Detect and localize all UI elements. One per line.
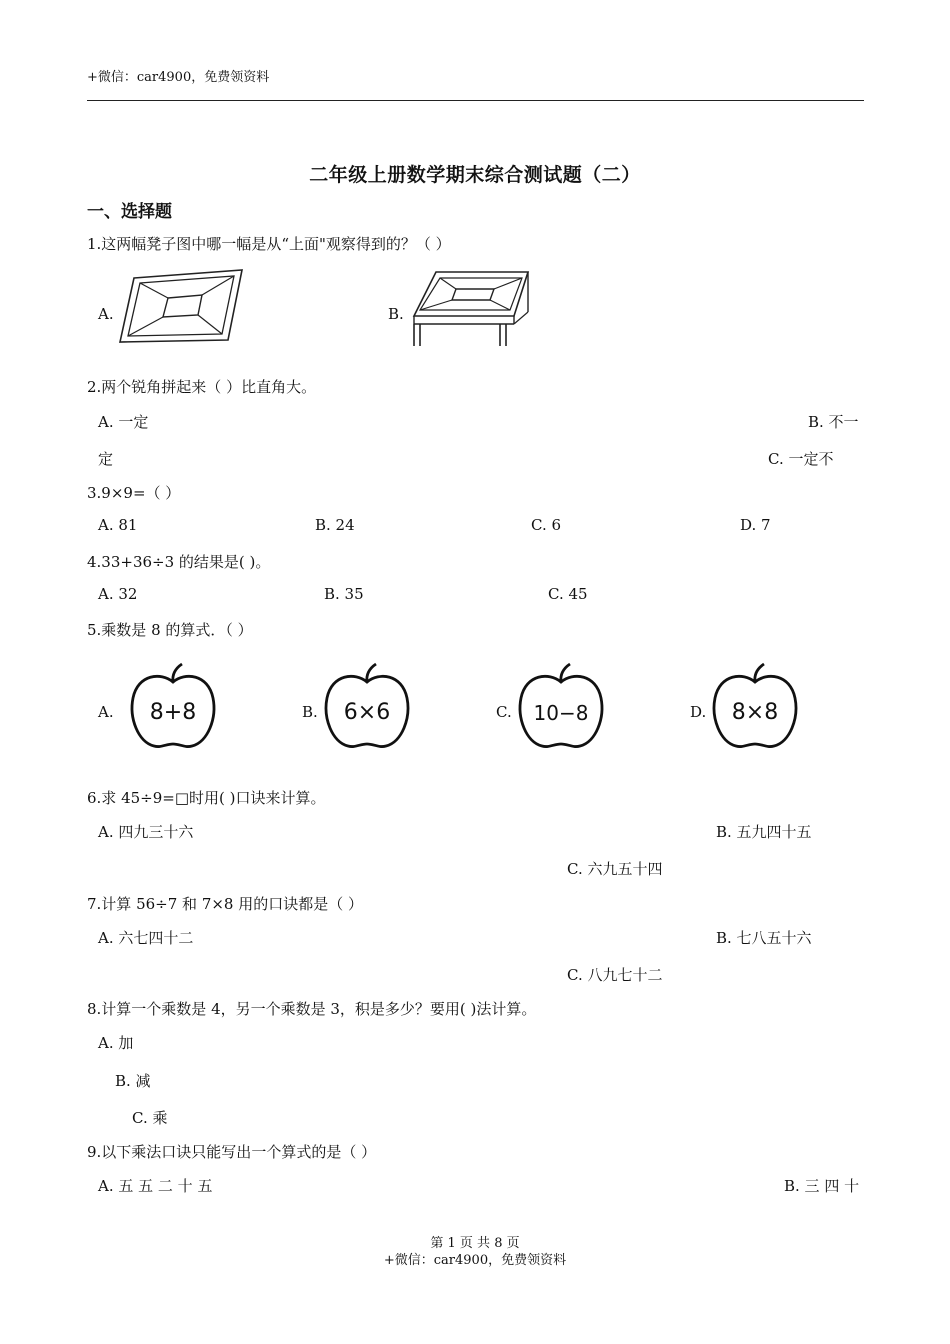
q2-option-a[interactable]: A. 一定 bbox=[98, 413, 149, 431]
question-9: 9.以下乘法口诀只能写出一个算式的是（ ） bbox=[87, 1143, 377, 1161]
q1-option-b[interactable]: B. bbox=[388, 305, 404, 323]
q7-option-a[interactable]: A. 六七四十二 bbox=[98, 929, 194, 947]
q9-option-b[interactable]: B. 三 四 十 bbox=[784, 1177, 860, 1195]
q4-option-b[interactable]: B. 35 bbox=[324, 585, 364, 603]
q5-option-a[interactable]: A. bbox=[98, 703, 114, 721]
question-6: 6.求 45÷9=□时用( )口诀来计算。 bbox=[87, 789, 326, 807]
q3-option-d[interactable]: D. 7 bbox=[740, 516, 771, 534]
page-footer: +微信：car4900，免费领资料 bbox=[383, 1253, 567, 1268]
page-header: +微信：car4900，免费领资料 bbox=[87, 70, 270, 85]
stool-perspective-image bbox=[408, 270, 530, 346]
q5-option-d[interactable]: D. bbox=[690, 703, 707, 721]
q7-option-b[interactable]: B. 七八五十六 bbox=[716, 929, 812, 947]
q5-apple-d bbox=[710, 660, 800, 750]
question-2: 2.两个锐角拼起来（ ）比直角大。 bbox=[87, 378, 317, 396]
q4-option-a[interactable]: A. 32 bbox=[98, 585, 138, 603]
question-8: 8.计算一个乘数是 4，另一个乘数是 3，积是多少？要用( )法计算。 bbox=[87, 1000, 537, 1018]
question-7: 7.计算 56÷7 和 7×8 用的口诀都是（ ） bbox=[87, 895, 364, 913]
header-rule bbox=[87, 100, 864, 101]
apple-expression: 8×8 bbox=[731, 700, 779, 725]
q5-option-c[interactable]: C. bbox=[496, 703, 512, 721]
q5-apple-c bbox=[516, 660, 606, 750]
q2-option-b[interactable]: B. 不一 bbox=[808, 413, 859, 431]
q1-option-a[interactable]: A. bbox=[98, 305, 114, 323]
q8-option-c[interactable]: C. 乘 bbox=[132, 1109, 168, 1127]
q2-option-c[interactable]: C. 一定不 bbox=[768, 450, 834, 468]
q6-option-c[interactable]: C. 六九五十四 bbox=[567, 860, 663, 878]
question-3: 3.9×9=（ ） bbox=[87, 484, 181, 502]
q3-option-c[interactable]: C. 6 bbox=[531, 516, 562, 534]
question-5: 5.乘数是 8 的算式．（ ） bbox=[87, 621, 253, 639]
q3-option-a[interactable]: A. 81 bbox=[98, 516, 138, 534]
q6-option-b[interactable]: B. 五九四十五 bbox=[716, 823, 812, 841]
q3-option-b[interactable]: B. 24 bbox=[315, 516, 355, 534]
q4-option-c[interactable]: C. 45 bbox=[548, 585, 588, 603]
apple-expression: 8+8 bbox=[149, 700, 197, 725]
q8-option-b[interactable]: B. 减 bbox=[115, 1072, 151, 1090]
q5-apple-a bbox=[128, 660, 218, 750]
q5-option-b[interactable]: B. bbox=[302, 703, 318, 721]
q5-apple-b bbox=[322, 660, 412, 750]
q7-option-c[interactable]: C. 八九七十二 bbox=[567, 966, 663, 984]
question-1: 1.这两幅凳子图中哪一幅是从“上面"观察得到的？（ ） bbox=[87, 235, 451, 253]
apple-expression: 6×6 bbox=[343, 700, 391, 725]
apple-expression: 10−8 bbox=[533, 701, 589, 725]
q9-option-a[interactable]: A. 五 五 二 十 五 bbox=[98, 1177, 213, 1195]
page-title: 二年级上册数学期末综合测试题（二） bbox=[309, 164, 641, 186]
q6-option-a[interactable]: A. 四九三十六 bbox=[98, 823, 194, 841]
q2-option-b-wrap: 定 bbox=[98, 450, 114, 468]
question-4: 4.33+36÷3 的结果是( )。 bbox=[87, 553, 271, 571]
q8-option-a[interactable]: A. 加 bbox=[98, 1034, 134, 1052]
stool-top-view-image bbox=[118, 268, 244, 344]
section-heading: 一、选择题 bbox=[87, 202, 172, 222]
page-number: 第 1 页 共 8 页 bbox=[430, 1236, 520, 1251]
